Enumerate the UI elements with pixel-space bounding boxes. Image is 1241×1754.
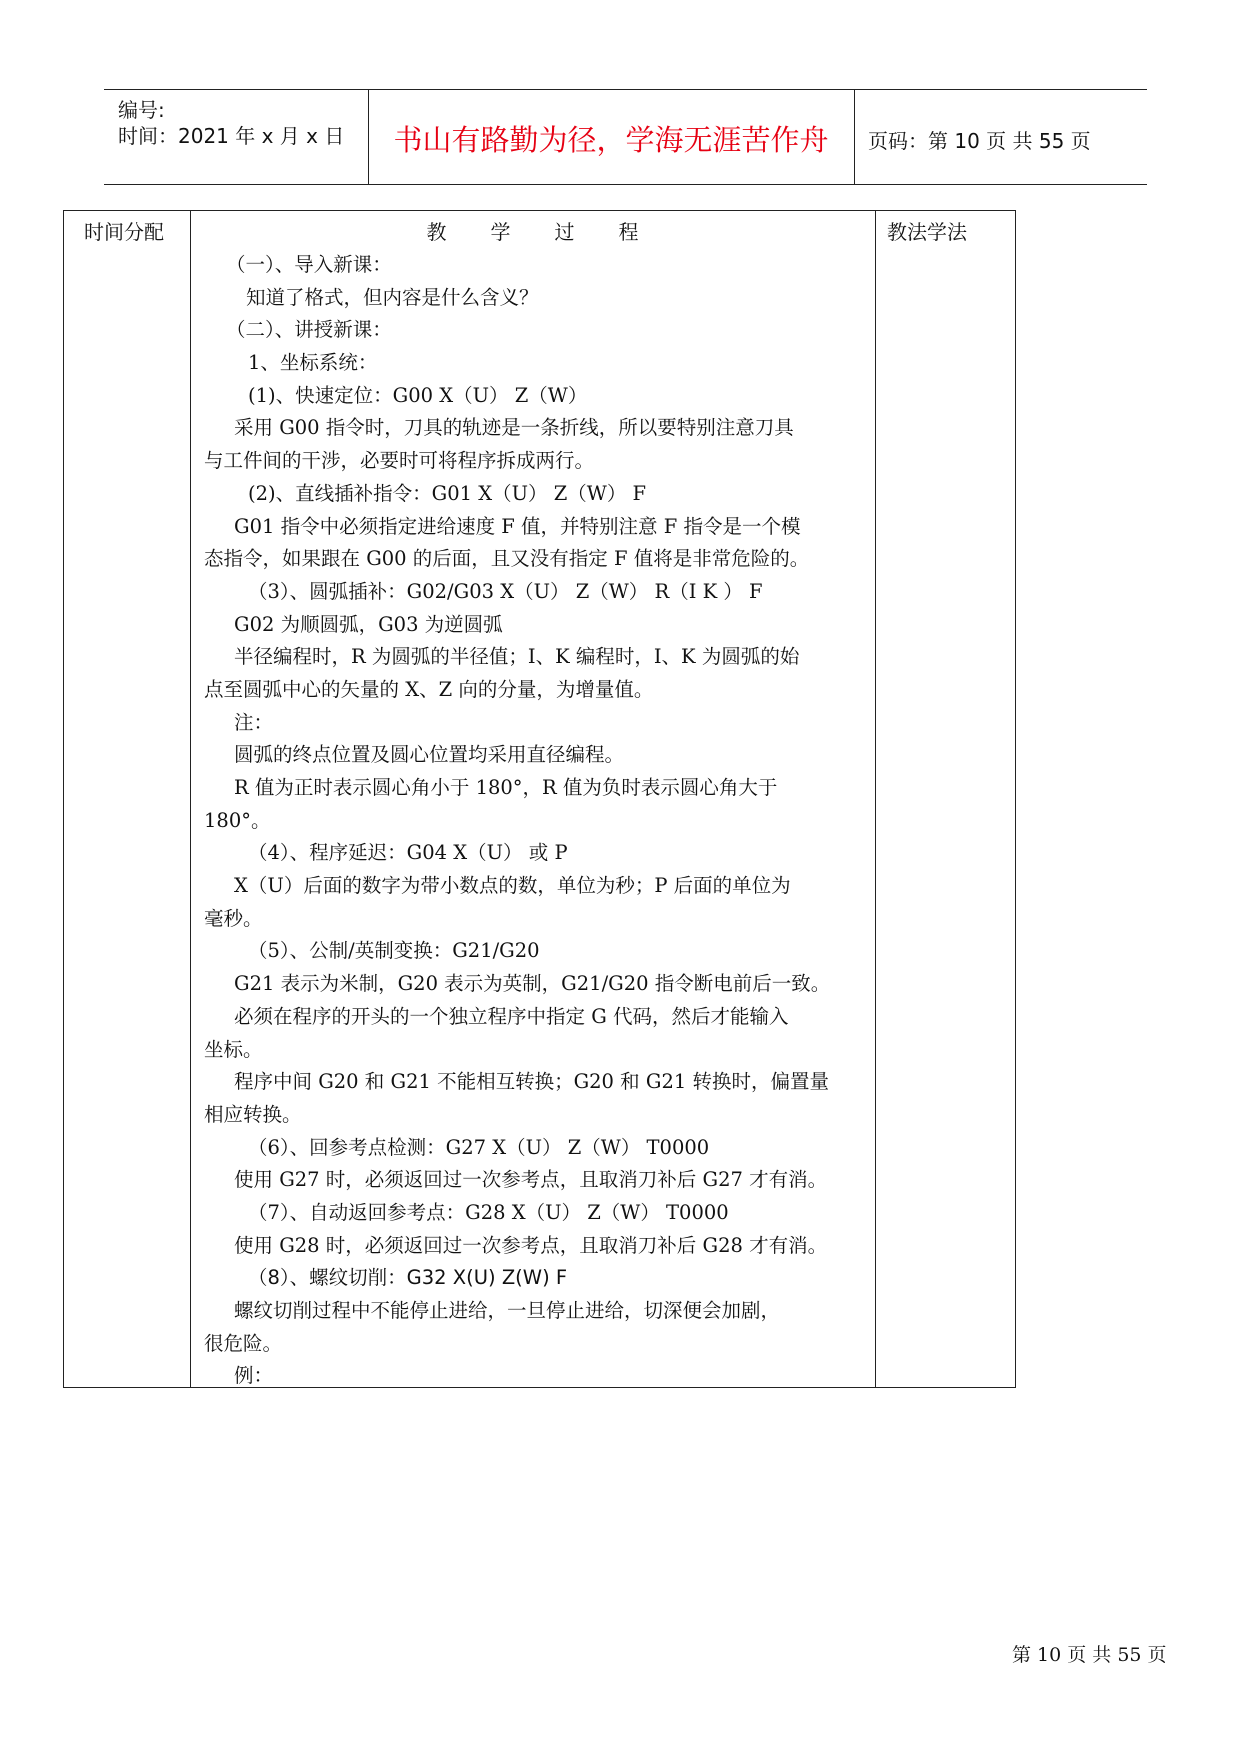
process-line: G02 为顺圆弧，G03 为逆圆弧 [234, 612, 503, 636]
teaching-process-column [190, 211, 876, 1387]
header-left-cell [104, 90, 369, 184]
page-footer: 第 10 页 共 55 页 [1012, 1644, 1167, 1666]
process-line: 与工件间的干涉，必要时可将程序拆成两行。 [204, 449, 595, 473]
header-middle-cell [368, 90, 855, 184]
process-line: (1)、快速定位：G00 X（U） Z（W） [248, 383, 588, 407]
process-line: 态指令，如果跟在 G00 的后面，且又没有指定 F 值将是非常危险的。 [204, 547, 810, 571]
process-line: （7）、自动返回参考点：G28 X（U） Z（W） T0000 [248, 1200, 729, 1224]
process-line: 程序中间 G20 和 G21 不能相互转换；G20 和 G21 转换时，偏置量 [234, 1070, 829, 1094]
process-line: R 值为正时表示圆心角小于 180°，R 值为负时表示圆心角大于 [234, 776, 778, 799]
process-line: 180°。 [204, 808, 271, 832]
process-line: （二）、讲授新课： [226, 318, 392, 342]
process-line: （5）、公制/英制变换：G21/G20 [248, 939, 540, 963]
number-label: 编号: [118, 98, 165, 122]
teaching-method-header: 教法学法 [887, 220, 967, 244]
process-line: （一）、导入新课： [226, 253, 392, 276]
time-allocation-header: 时间分配 [84, 220, 164, 244]
process-line: G21 表示为米制，G20 表示为英制，G21/G20 指令断电前后一致。 [234, 972, 831, 996]
teaching-method-column [875, 211, 1015, 1387]
process-line: 圆弧的终点位置及圆心位置均采用直径编程。 [234, 743, 625, 767]
teaching-process-body [190, 249, 875, 1393]
process-line: 半径编程时，R 为圆弧的半径值；I、K 编程时，I、K 为圆弧的始 [234, 645, 800, 669]
process-line: 坐标。 [204, 1037, 263, 1061]
process-line: 例： [234, 1364, 274, 1388]
process-line: （4）、程序延迟：G04 X（U） 或 P [248, 841, 568, 865]
page-header [104, 89, 1147, 185]
time-allocation-column [64, 211, 191, 1387]
lesson-table [63, 210, 1016, 1388]
motto-text: 书山有路勤为径，学海无涯苦作舟 [393, 123, 829, 157]
time-label: 时间：2021 年 x 月 x 日 [118, 124, 345, 148]
process-line: 使用 G28 时，必须返回过一次参考点，且取消刀补后 G28 才有消。 [234, 1233, 828, 1257]
process-line: 使用 G27 时，必须返回过一次参考点，且取消刀补后 G27 才有消。 [234, 1168, 828, 1192]
process-line: G01 指令中必须指定进给速度 F 值，并特别注意 F 指令是一个模 [234, 514, 801, 538]
header-right-cell [854, 90, 1147, 184]
process-line: 1、坐标系统： [248, 351, 378, 375]
process-line: （6）、回参考点检测：G27 X（U） Z（W） T0000 [248, 1135, 710, 1159]
process-line: 注： [234, 710, 274, 734]
teaching-process-header: 教学过程 [426, 220, 683, 244]
process-line: 螺纹切削过程中不能停止进给，一旦停止进给，切深便会加剧， [234, 1299, 781, 1322]
process-line: (2)、直线插补指令：G01 X（U） Z（W） F [248, 481, 647, 505]
header-page-info: 页码：第 10 页 共 55 页 [868, 129, 1091, 153]
process-line: （3）、圆弧插补：G02/G03 X（U） Z（W） R（I K ） F [248, 579, 763, 603]
process-line: 知道了格式，但内容是什么含义？ [246, 285, 539, 309]
process-line: 很危险。 [204, 1331, 283, 1355]
process-line: X（U）后面的数字为带小数点的数，单位为秒；P 后面的单位为 [234, 874, 791, 898]
process-line: 毫秒。 [204, 906, 263, 930]
process-line: 必须在程序的开头的一个独立程序中指定 G 代码，然后才能输入 [234, 1004, 789, 1028]
process-line: 相应转换。 [204, 1102, 302, 1126]
process-line: 采用 G00 指令时，刀具的轨迹是一条折线，所以要特别注意刀具 [234, 416, 794, 440]
process-line: （8）、螺纹切削：G32 X(U) Z(W) F [248, 1266, 568, 1290]
process-line: 点至圆弧中心的矢量的 X、Z 向的分量，为增量值。 [204, 677, 654, 701]
